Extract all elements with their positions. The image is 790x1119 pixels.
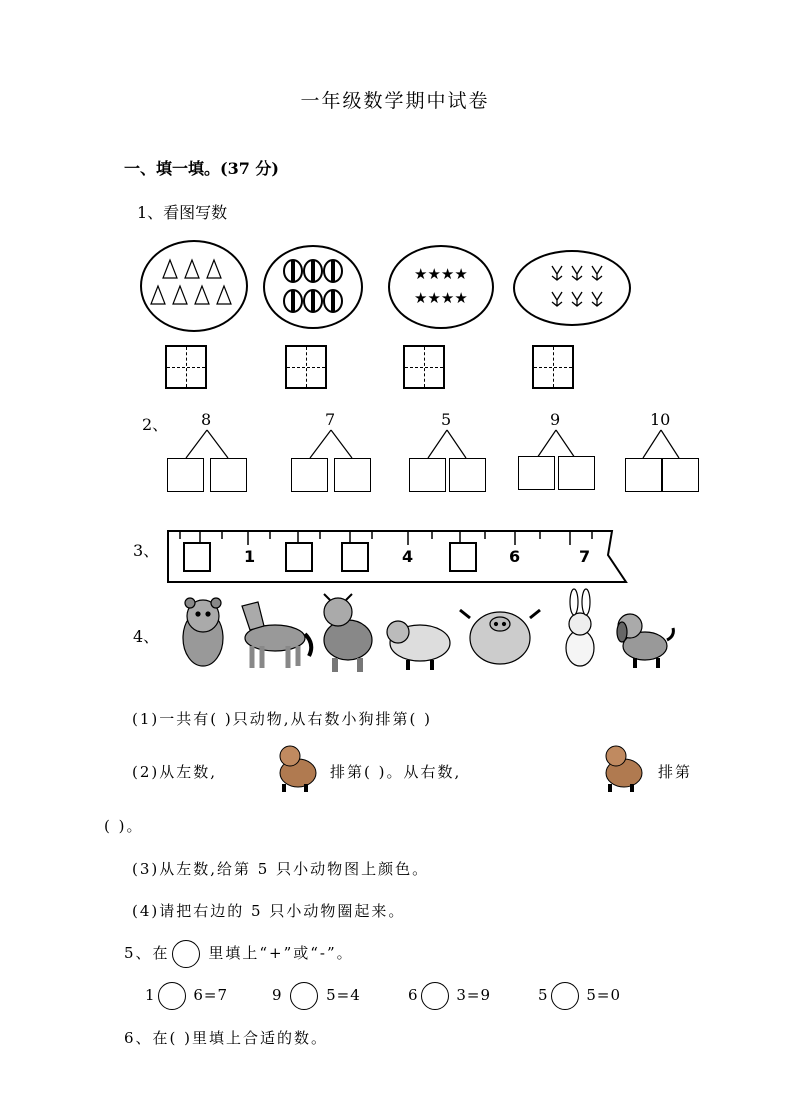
- ball-group: [263, 245, 363, 329]
- eq-b: 6=7: [193, 986, 228, 1004]
- blank-circle: [172, 940, 200, 968]
- split-box[interactable]: [449, 458, 486, 492]
- cow-icon: [598, 740, 654, 795]
- ruler-box-3[interactable]: [341, 542, 369, 572]
- flower-group: [513, 250, 631, 326]
- svg-text:★★★★: ★★★★: [414, 265, 468, 283]
- split-number-3: 5: [441, 410, 452, 429]
- sheep-icon: [387, 621, 450, 670]
- split-box[interactable]: [558, 456, 595, 490]
- pencil-icons: [142, 242, 246, 330]
- ball-icons: [265, 247, 361, 327]
- q6-label: 6、在( )里填上合适的数。: [124, 1029, 329, 1047]
- q4-sub4: (4)请把右边的 5 只小动物圈起来。: [132, 902, 406, 920]
- svg-text:★★★★: ★★★★: [414, 289, 468, 307]
- split-box[interactable]: [625, 458, 662, 492]
- flower-icons: [515, 252, 629, 324]
- ruler-box-1[interactable]: [183, 542, 211, 572]
- split-box[interactable]: [409, 458, 446, 492]
- page-title: 一年级数学期中试卷: [300, 90, 490, 112]
- answer-box-3[interactable]: [403, 345, 445, 389]
- q4-sub3: (3)从左数,给第 5 只小动物图上颜色。: [132, 860, 430, 878]
- split-number-5: 10: [650, 410, 671, 429]
- equation-3: [408, 982, 491, 1010]
- ruler-box-2[interactable]: [285, 542, 313, 572]
- q5-label-a: 5、在: [124, 944, 170, 962]
- q5-label-b: 里填上“+”或“-”。: [208, 944, 354, 962]
- operator-circle[interactable]: [158, 982, 186, 1010]
- split-number-1: 8: [201, 410, 212, 429]
- q3-label: 3、: [133, 541, 160, 560]
- ruler-box-4[interactable]: [449, 542, 477, 572]
- split-number-4: 9: [550, 410, 561, 429]
- operator-circle[interactable]: [551, 982, 579, 1010]
- pig-icon: [460, 610, 540, 664]
- split-box[interactable]: [210, 458, 247, 492]
- cow-icon: [272, 740, 324, 795]
- q1-label: 1、看图写数: [137, 203, 228, 222]
- ruler-number: 4: [402, 547, 414, 566]
- star-icons: [390, 247, 492, 327]
- answer-box-1[interactable]: [165, 345, 207, 389]
- split-box[interactable]: [167, 458, 204, 492]
- horse-icon: [242, 602, 311, 668]
- split-box[interactable]: [518, 456, 555, 490]
- eq-b: 5=0: [586, 986, 621, 1004]
- ruler: [160, 525, 630, 587]
- split-box[interactable]: [662, 458, 699, 492]
- animal-row: [170, 588, 680, 678]
- ruler-number: 7: [579, 547, 591, 566]
- ruler-number: 6: [509, 547, 521, 566]
- q5-instruction: [124, 940, 354, 968]
- star-group: [388, 245, 494, 329]
- operator-circle[interactable]: [290, 982, 318, 1010]
- split-number-2: 7: [325, 410, 336, 429]
- equation-1: [145, 982, 228, 1010]
- bear-icon: [183, 598, 223, 666]
- split-box[interactable]: [291, 458, 328, 492]
- q4-label: 4、: [133, 627, 160, 646]
- q4-sub2-part1: (2)从左数,: [132, 763, 218, 781]
- split-box[interactable]: [334, 458, 371, 492]
- q4-sub2-part4: ( )。: [104, 817, 144, 835]
- equation-2: [272, 982, 361, 1010]
- eq-a: 6: [408, 986, 419, 1004]
- eq-a: 5: [538, 986, 549, 1004]
- answer-box-2[interactable]: [285, 345, 327, 389]
- operator-circle[interactable]: [421, 982, 449, 1010]
- ruler-number: 1: [244, 547, 256, 566]
- eq-b: 5=4: [326, 986, 361, 1004]
- equation-4: [538, 982, 621, 1010]
- eq-a: 9: [272, 986, 283, 1004]
- rabbit-icon: [566, 589, 594, 666]
- dog-icon: [617, 614, 673, 668]
- q4-sub2-part2: 排第( )。从右数,: [330, 763, 462, 781]
- pencil-group: [140, 240, 248, 332]
- eq-b: 3=9: [456, 986, 491, 1004]
- section-heading: 一、填一填。(37 分): [124, 159, 279, 178]
- eq-a: 1: [145, 986, 156, 1004]
- q4-sub2-part3: 排第: [658, 763, 693, 781]
- q4-sub1: (1)一共有( )只动物,从右数小狗排第( ): [132, 710, 432, 728]
- q2-label: 2、: [142, 415, 169, 434]
- answer-box-4[interactable]: [532, 345, 574, 389]
- cow-icon: [324, 594, 372, 672]
